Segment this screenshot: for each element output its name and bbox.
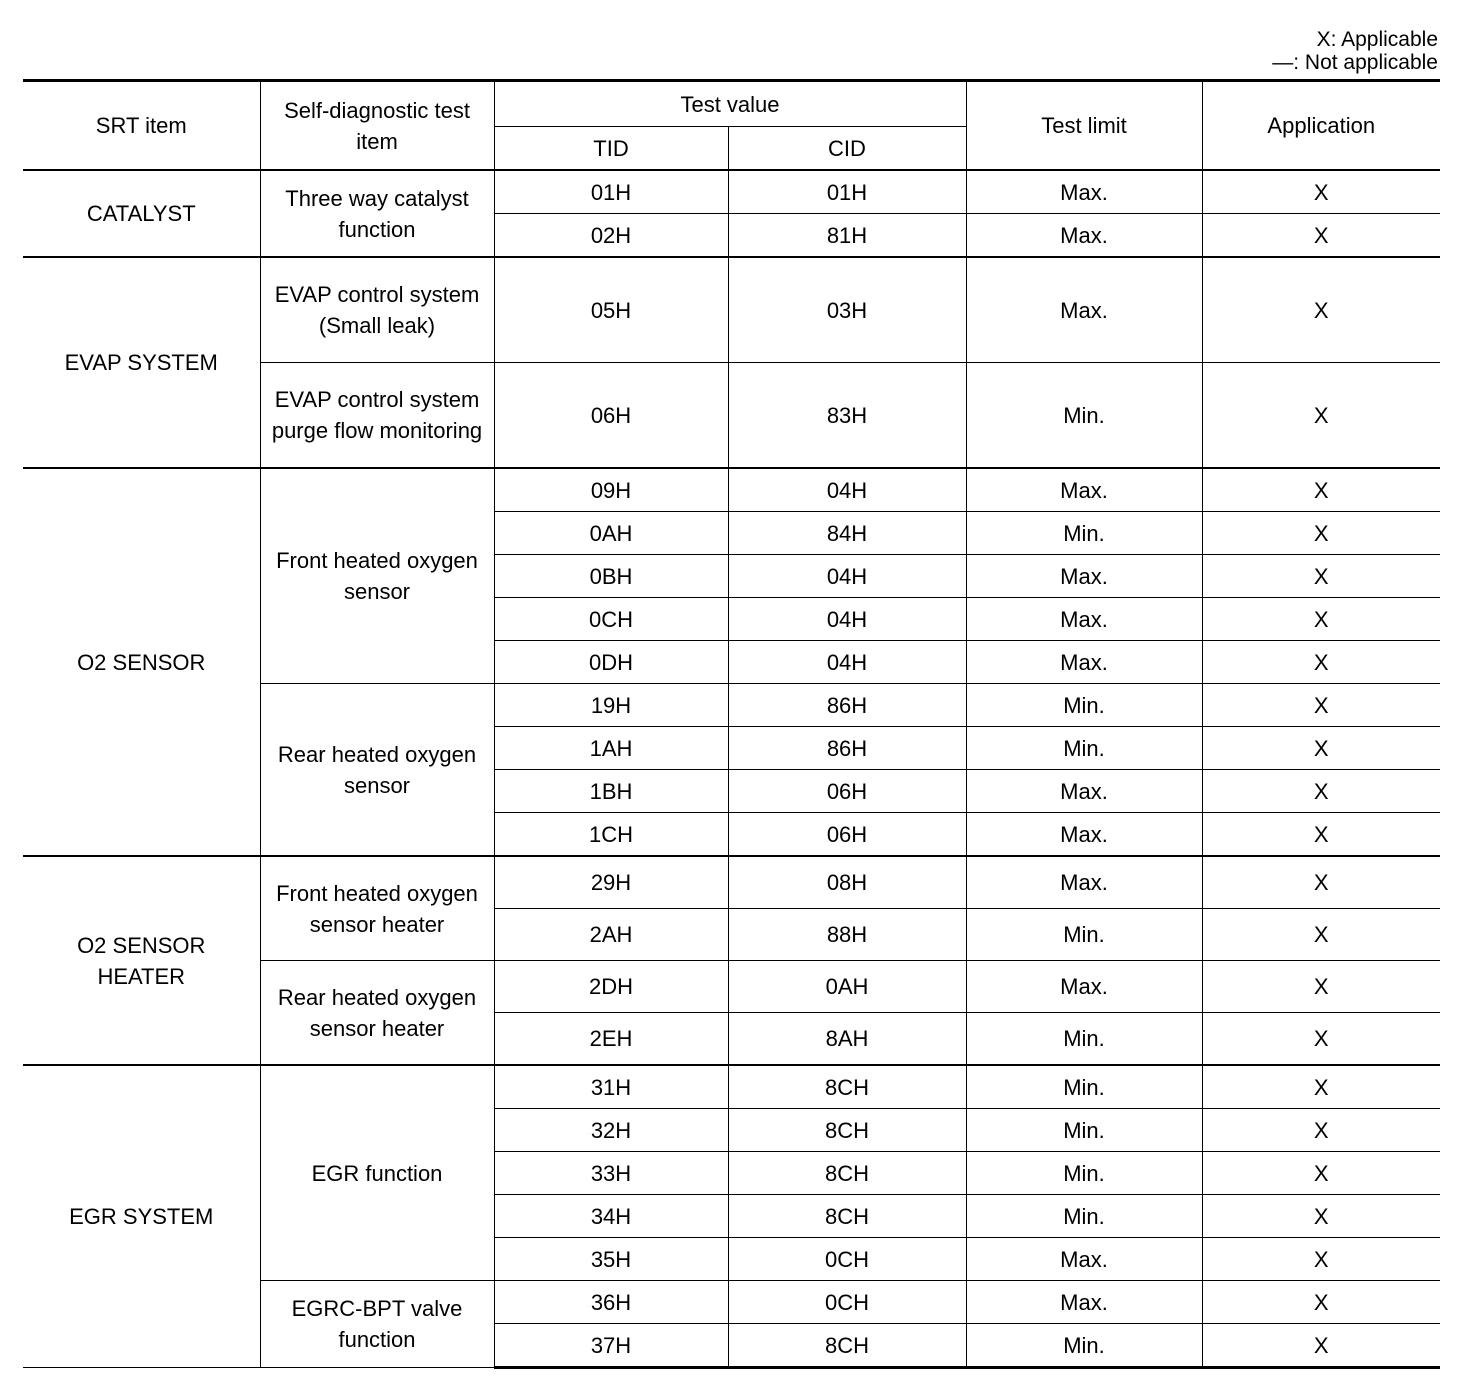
test-limit-cell: Min. [966,684,1202,727]
header-application: Application [1202,81,1440,171]
cid-cell: 08H [728,856,966,909]
tid-cell: 1CH [494,813,728,857]
legend [1272,28,1438,74]
header-cid: CID [728,127,966,171]
srt-table [23,79,1440,1369]
tid-cell: 36H [494,1281,728,1324]
cid-cell: 06H [728,813,966,857]
test-limit-cell: Max. [966,961,1202,1013]
tid-cell: 09H [494,468,728,512]
test-limit-cell: Max. [966,170,1202,214]
table-row [23,257,1440,363]
application-cell: X [1202,468,1440,512]
cid-cell: 04H [728,641,966,684]
test-limit-cell: Max. [966,641,1202,684]
tid-cell: 0BH [494,555,728,598]
cid-cell: 0CH [728,1238,966,1281]
test-limit-cell: Min. [966,1324,1202,1368]
table-row [23,468,1440,512]
cid-cell: 0AH [728,961,966,1013]
test-item-cell: Front heated oxygen sensor heater [260,856,494,961]
application-cell: X [1202,1109,1440,1152]
tid-cell: 31H [494,1065,728,1109]
table-row [23,170,1440,214]
cid-cell: 83H [728,363,966,469]
application-cell: X [1202,214,1440,258]
cid-cell: 88H [728,909,966,961]
test-limit-cell: Max. [966,770,1202,813]
test-limit-cell: Max. [966,856,1202,909]
cid-cell: 8CH [728,1152,966,1195]
test-limit-cell: Min. [966,1195,1202,1238]
srt-item-cell: EVAP SYSTEM [23,257,260,468]
cid-cell: 8CH [728,1195,966,1238]
test-limit-cell: Min. [966,727,1202,770]
application-cell: X [1202,1065,1440,1109]
srt-item-cell: CATALYST [23,170,260,257]
test-limit-cell: Max. [966,1238,1202,1281]
test-item-cell: EGRC-BPT valve function [260,1281,494,1368]
tid-cell: 33H [494,1152,728,1195]
tid-cell: 35H [494,1238,728,1281]
header-test-limit: Test limit [966,81,1202,171]
cid-cell: 8CH [728,1324,966,1368]
legend-not-applicable: —: Not applicable [1272,51,1438,74]
cid-cell: 03H [728,257,966,363]
application-cell: X [1202,512,1440,555]
application-cell: X [1202,257,1440,363]
tid-cell: 34H [494,1195,728,1238]
tid-cell: 2AH [494,909,728,961]
tid-cell: 0DH [494,641,728,684]
tid-cell: 0CH [494,598,728,641]
cid-cell: 06H [728,770,966,813]
test-limit-cell: Max. [966,555,1202,598]
test-limit-cell: Max. [966,1281,1202,1324]
test-limit-cell: Min. [966,363,1202,469]
cid-cell: 86H [728,684,966,727]
cid-cell: 84H [728,512,966,555]
application-cell: X [1202,961,1440,1013]
application-cell: X [1202,1238,1440,1281]
application-cell: X [1202,856,1440,909]
table-row [23,856,1440,909]
legend-applicable: X: Applicable [1316,28,1438,51]
cid-cell: 01H [728,170,966,214]
application-cell: X [1202,555,1440,598]
application-cell: X [1202,1195,1440,1238]
application-cell: X [1202,363,1440,469]
application-cell: X [1202,1152,1440,1195]
header-tid: TID [494,127,728,171]
test-limit-cell: Max. [966,468,1202,512]
tid-cell: 19H [494,684,728,727]
test-item-cell: Rear heated oxygen sensor [260,684,494,857]
srt-item-cell: O2 SENSOR HEATER [23,856,260,1065]
cid-cell: 81H [728,214,966,258]
cid-cell: 86H [728,727,966,770]
application-cell: X [1202,1324,1440,1368]
application-cell: X [1202,641,1440,684]
tid-cell: 06H [494,363,728,469]
application-cell: X [1202,727,1440,770]
table-header [23,81,1440,171]
table-row [23,1065,1440,1109]
application-cell: X [1202,909,1440,961]
header-test-value: Test value [494,81,966,127]
cid-cell: 04H [728,598,966,641]
table-body [23,170,1440,1368]
test-limit-cell: Max. [966,813,1202,857]
tid-cell: 02H [494,214,728,258]
srt-item-cell: EGR SYSTEM [23,1065,260,1368]
header-srt-item: SRT item [23,81,260,171]
cid-cell: 04H [728,468,966,512]
test-limit-cell: Min. [966,909,1202,961]
application-cell: X [1202,770,1440,813]
test-limit-cell: Min. [966,1109,1202,1152]
application-cell: X [1202,684,1440,727]
tid-cell: 1AH [494,727,728,770]
application-cell: X [1202,813,1440,857]
test-item-cell: EGR function [260,1065,494,1281]
application-cell: X [1202,170,1440,214]
test-item-cell: EVAP control system purge flow monitoring [260,363,494,469]
cid-cell: 8CH [728,1109,966,1152]
tid-cell: 2DH [494,961,728,1013]
test-item-cell: EVAP control system (Small leak) [260,257,494,363]
test-limit-cell: Max. [966,214,1202,258]
tid-cell: 29H [494,856,728,909]
application-cell: X [1202,1281,1440,1324]
tid-cell: 05H [494,257,728,363]
test-limit-cell: Max. [966,257,1202,363]
header-self-diagnostic-test-item: Self-diagnostic test item [260,81,494,171]
test-limit-cell: Min. [966,1152,1202,1195]
cid-cell: 8AH [728,1013,966,1066]
cid-cell: 04H [728,555,966,598]
test-item-cell: Rear heated oxygen sensor heater [260,961,494,1066]
cid-cell: 0CH [728,1281,966,1324]
test-limit-cell: Min. [966,1065,1202,1109]
test-item-cell: Front heated oxygen sensor [260,468,494,684]
test-item-cell: Three way catalyst function [260,170,494,257]
tid-cell: 1BH [494,770,728,813]
tid-cell: 2EH [494,1013,728,1066]
cid-cell: 8CH [728,1065,966,1109]
tid-cell: 0AH [494,512,728,555]
tid-cell: 01H [494,170,728,214]
test-limit-cell: Max. [966,598,1202,641]
tid-cell: 37H [494,1324,728,1368]
application-cell: X [1202,1013,1440,1066]
tid-cell: 32H [494,1109,728,1152]
test-limit-cell: Min. [966,512,1202,555]
application-cell: X [1202,598,1440,641]
srt-item-cell: O2 SENSOR [23,468,260,856]
test-limit-cell: Min. [966,1013,1202,1066]
